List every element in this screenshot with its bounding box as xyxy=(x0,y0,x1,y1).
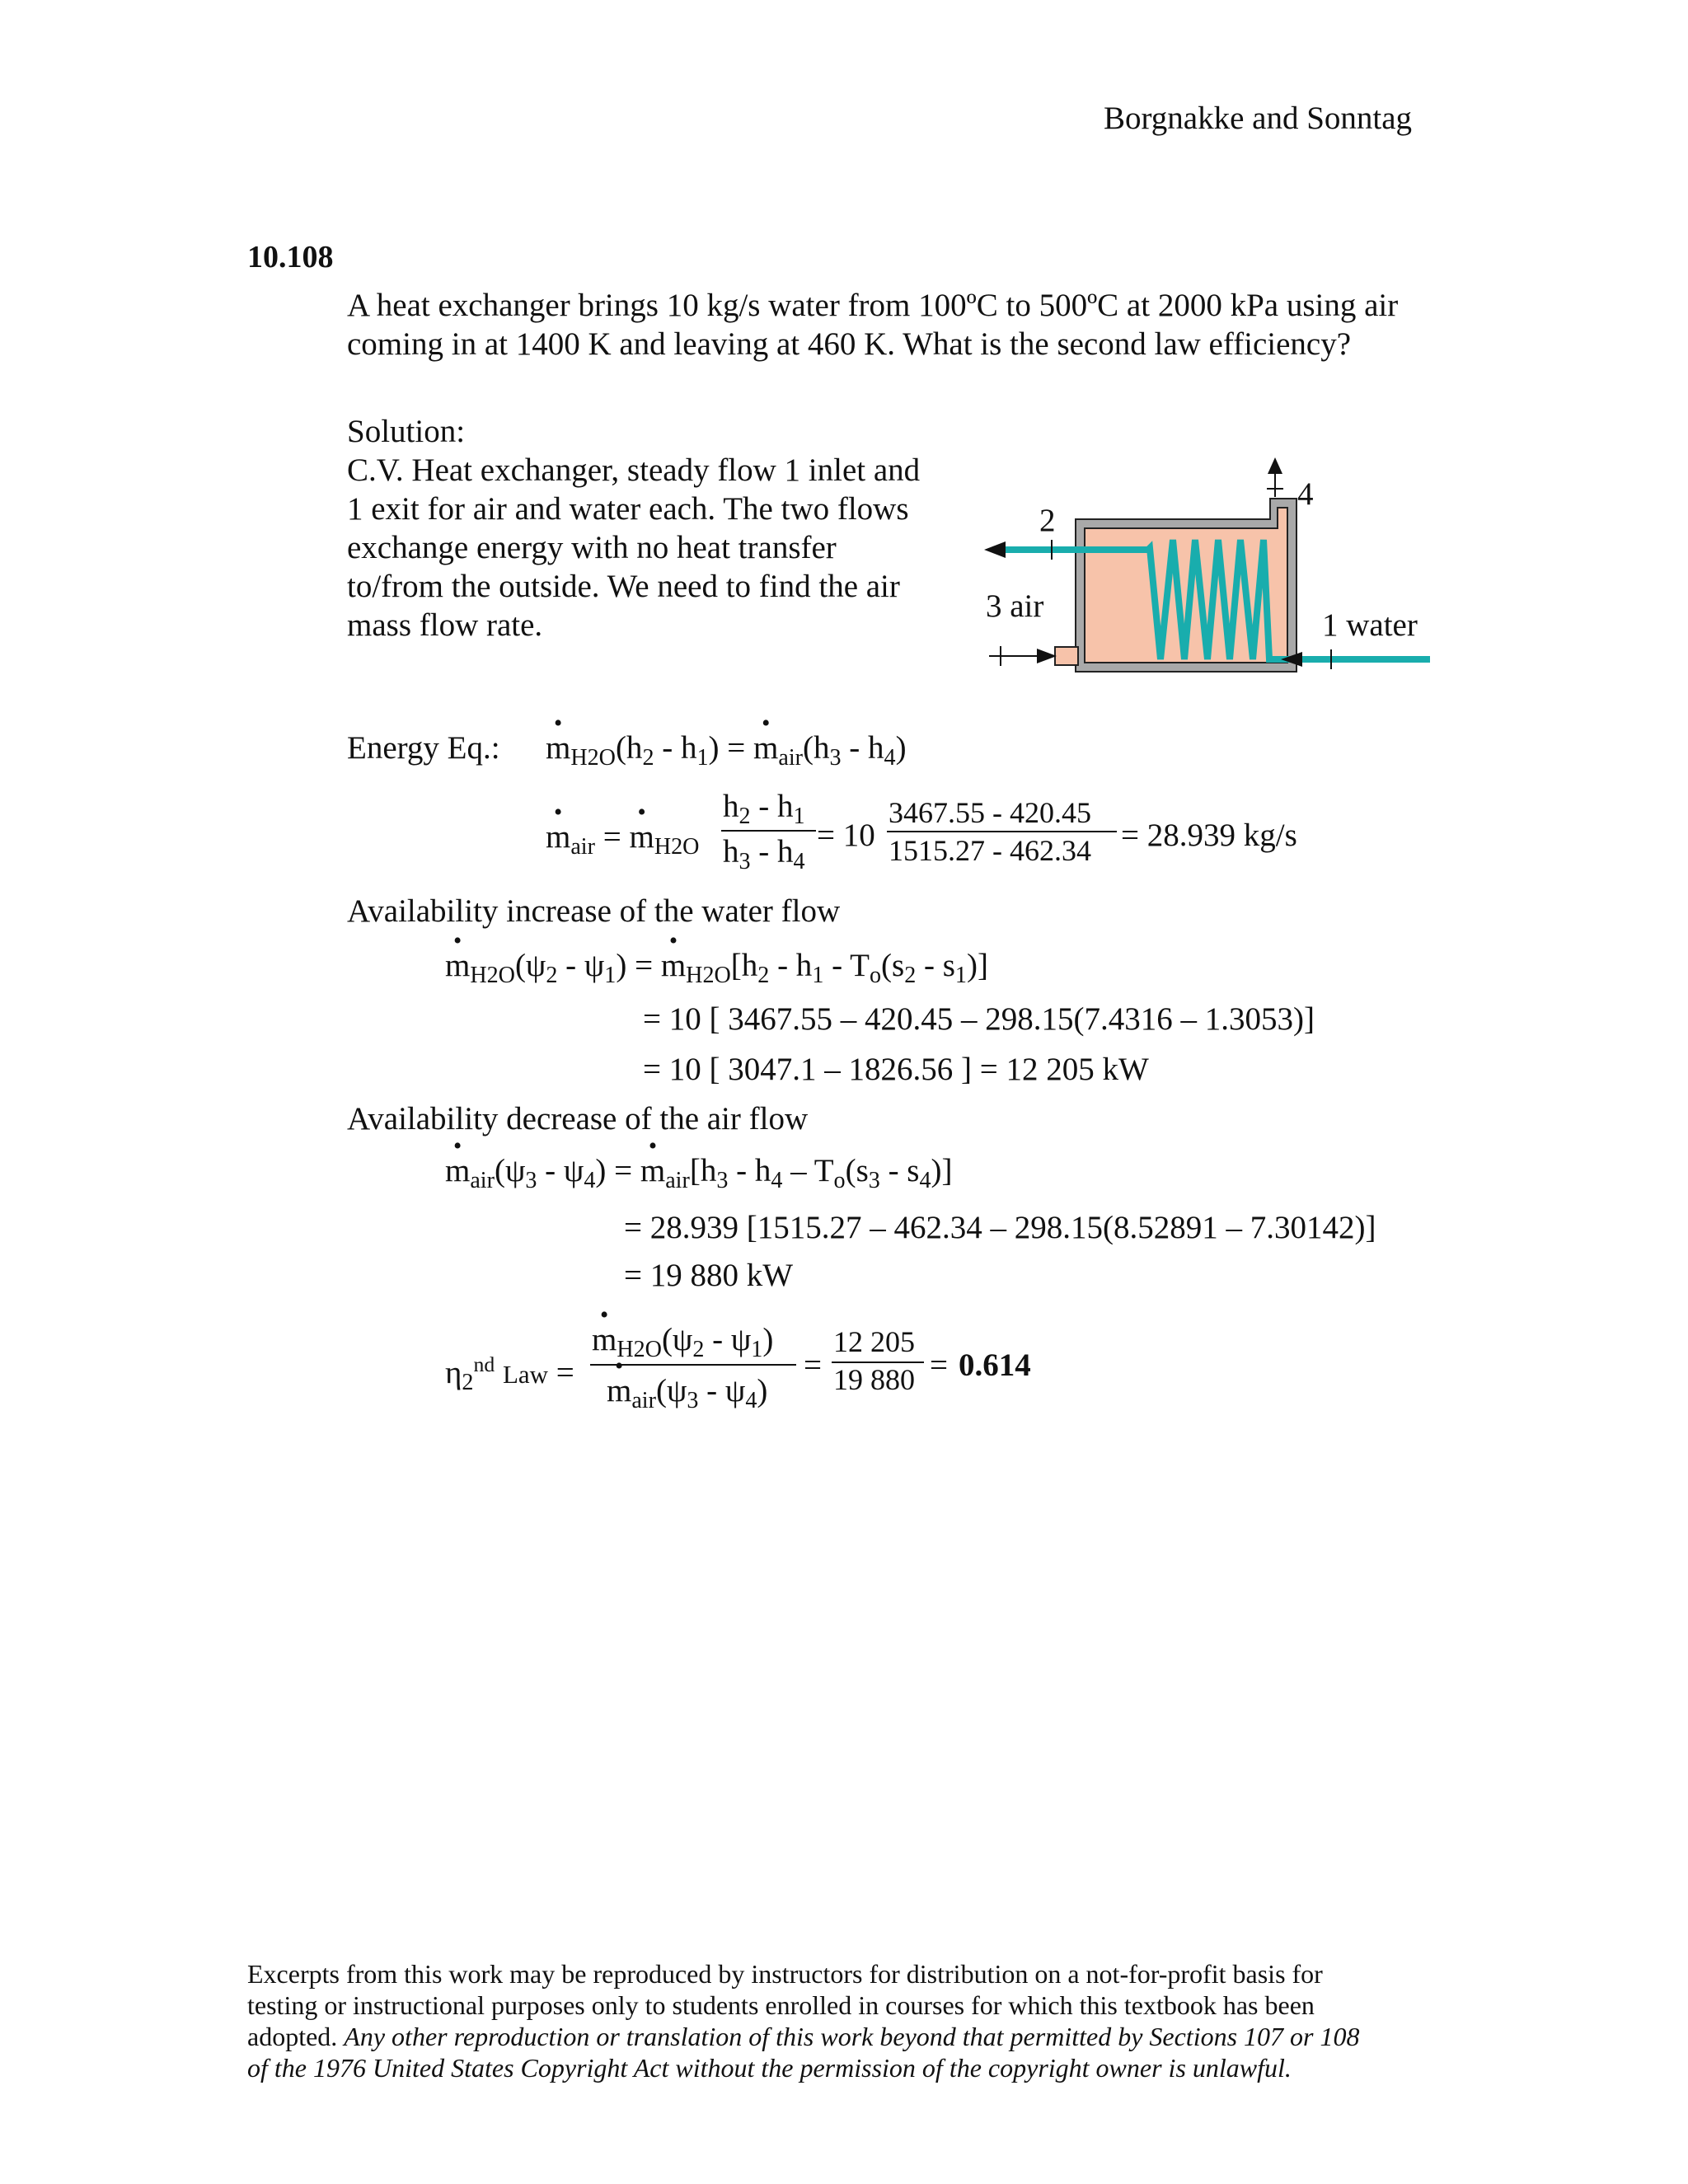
air-exit-arrow xyxy=(1268,457,1282,474)
eta-num-value: 12 205 xyxy=(833,1325,915,1358)
diagram-label-3-air: 3 air xyxy=(986,588,1044,624)
fraction-bar-2 xyxy=(887,831,1117,832)
enthalpy-ratio-num: $h_2 - h_1$ xyxy=(723,789,805,829)
heat-exchanger-diagram xyxy=(973,457,1434,696)
energy-eq-formula: • $m_{H2O}(h_2 - h_1)$ = • $m_{air}(h_3 - h_4)$ xyxy=(546,729,907,767)
eta-equals-2: = xyxy=(930,1347,948,1383)
air-inlet-stub xyxy=(1055,647,1078,665)
cv-line-4: to/from the outside. We need to find the air xyxy=(347,569,900,604)
eta-result: 0.614 xyxy=(959,1347,1031,1383)
eta-num-formula: • $m_{H2O}(\psi_2 - \psi_1)$ xyxy=(592,1320,773,1359)
water-avail-line1: = 10 [ 3467.55 – 420.45 – 298.15(7.4316 – 1.3053)] xyxy=(643,1001,1315,1037)
air-inlet-arrow xyxy=(1037,649,1057,663)
problem-statement-line2: coming in at 1400 K and leaving at 460 K. What is the second law efficiency? xyxy=(347,326,1352,362)
energy-result: = 28.939 kg/s xyxy=(1121,818,1297,853)
footer-line2: testing or instructional purposes only to students enrolled in courses for which this textbook has been xyxy=(247,1990,1315,2020)
diagram-label-2: 2 xyxy=(1039,503,1056,538)
water-avail-line2: = 10 [ 3047.1 – 1826.56 ] = 12 205 kW xyxy=(643,1052,1149,1087)
footer-line4: of the 1976 United States Copyright Act without the permission of the copyright owner is unlawful. xyxy=(247,2053,1292,2083)
water-avail-heading: Availability increase of the water flow xyxy=(347,893,841,929)
footer-line3-normal: adopted. xyxy=(247,2022,345,2051)
problem-number: 10.108 xyxy=(247,240,334,274)
water-exit-arrow xyxy=(984,541,1006,558)
problem-statement-line1: A heat exchanger brings 10 kg/s water from 100ºC to 500ºC at 2000 kPa using air xyxy=(347,288,1399,323)
footer-line3-italic: Any other reproduction or translation of this work beyond that permitted by Sections 107 or 108 xyxy=(344,2022,1360,2051)
solution-heading: Solution: xyxy=(347,414,466,449)
fraction-bar-1 xyxy=(721,830,816,832)
eta-label: $\eta_2^{nd}$ Law = xyxy=(445,1352,574,1395)
air-avail-heading: Availability decrease of the air flow xyxy=(347,1101,809,1137)
energy-num: 3467.55 - 420.45 xyxy=(889,796,1091,829)
footer-line1: Excerpts from this work may be reproduced by instructors for distribution on a not-for-profit basis for xyxy=(247,1959,1323,1989)
footer-line3 xyxy=(247,2021,1359,2052)
eta-den-formula: • $m_{air}(\psi_3 - \psi_4)$ xyxy=(607,1371,767,1410)
header-authors: Borgnakke and Sonntag xyxy=(1104,101,1413,136)
cv-line-2: 1 exit for air and water each. The two flows xyxy=(347,491,909,527)
energy-den: 1515.27 - 462.34 xyxy=(889,834,1091,867)
cv-line-1: C.V. Heat exchanger, steady flow 1 inlet and xyxy=(347,452,921,488)
cv-line-3: exchange energy with no heat transfer xyxy=(347,530,837,565)
energy-factor: = 10 xyxy=(817,818,875,853)
air-avail-line2: = 19 880 kW xyxy=(624,1258,794,1293)
air-avail-formula: • $m_{air}(\psi_3 - \psi_4)$ = • $m_{air}[h_3 - h_4 - T_o(s_3 - s_4)]$ xyxy=(445,1151,953,1190)
diagram-label-4: 4 xyxy=(1297,476,1314,512)
cv-line-5: mass flow rate. xyxy=(347,607,543,643)
mair-lhs: • $m_{air}$ = • $m_{H2O}$ xyxy=(546,818,699,856)
energy-eq-label: Energy Eq.: xyxy=(347,730,500,766)
diagram-label-1-water: 1 water xyxy=(1322,607,1418,643)
enthalpy-ratio-den: $h_3 - h_4$ xyxy=(723,834,805,874)
eta-den-value: 19 880 xyxy=(833,1363,915,1396)
air-avail-line1: = 28.939 [1515.27 – 462.34 – 298.15(8.52891 – 7.30142)] xyxy=(624,1210,1376,1245)
water-avail-formula: • $m_{H2O}(\psi_2 - \psi_1)$ = • $m_{H2O}[h_2 - h_1 - T_o(s_2 - s_1)]$ xyxy=(445,946,988,985)
eta-equals-1: = xyxy=(804,1347,822,1383)
